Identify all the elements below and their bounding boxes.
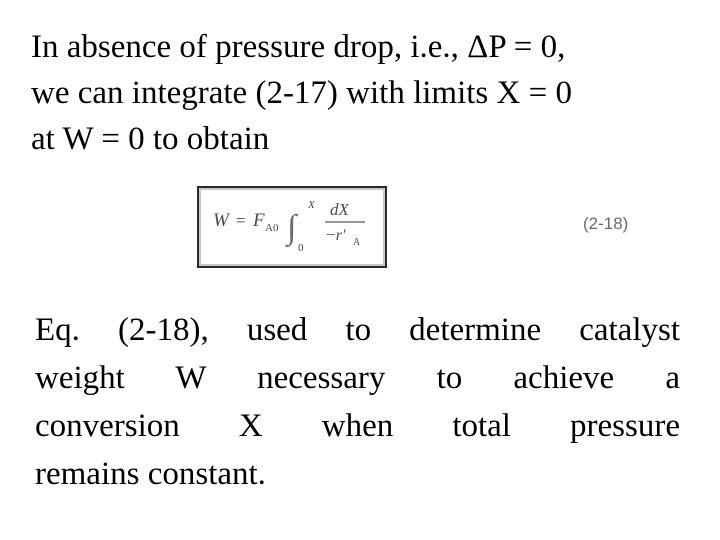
integral-lower-limit: 0 bbox=[298, 242, 304, 254]
intro-line: we can integrate (2-17) with limits X = 0 bbox=[31, 75, 572, 111]
equation-box bbox=[197, 186, 387, 268]
intro-line: at W = 0 to obtain bbox=[31, 121, 270, 157]
equation-lhs: W bbox=[213, 210, 229, 231]
equation-coefficient-subscript: A0 bbox=[265, 222, 279, 234]
equation-coefficient: F bbox=[253, 210, 265, 231]
fraction-numerator: dX bbox=[330, 200, 349, 219]
equation-number: (2-18) bbox=[583, 214, 629, 233]
explanation-line: remains constant. bbox=[35, 456, 266, 492]
explanation-paragraph bbox=[35, 306, 680, 498]
explanation-line: weight W necessary to achieve a bbox=[35, 360, 680, 396]
explanation-line: Eq. (2-18), used to determine catalyst bbox=[35, 312, 680, 348]
fraction-denominator-subscript: A bbox=[353, 237, 361, 248]
explanation-line: conversion X when total pressure bbox=[35, 408, 680, 444]
intro-line: In absence of pressure drop, i.e., ΔP = 0, bbox=[31, 29, 566, 65]
integral-sign: ∫ bbox=[287, 209, 297, 246]
equation-equals: = bbox=[236, 211, 246, 230]
intro-paragraph bbox=[31, 24, 701, 162]
integral-upper-limit: X bbox=[308, 199, 315, 211]
fraction-denominator: −r′ bbox=[325, 227, 346, 244]
equation-formula bbox=[199, 188, 385, 266]
